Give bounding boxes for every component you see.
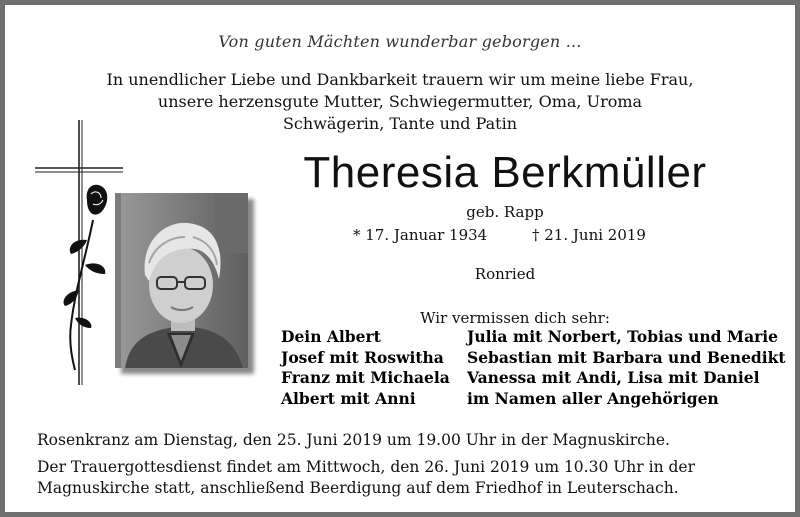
family-member: Vanessa mit Andi, Lisa mit Daniel [467,368,760,387]
portrait-photo [115,193,248,368]
family-member: im Namen aller Angehörigen [467,388,719,408]
intro-line: In unendlicher Liebe und Dankbarkeit trauern wir um meine liebe Frau, [106,70,694,89]
family-list-right [467,327,786,409]
maiden-name: geb. Rapp [466,203,544,221]
family-list-left [281,327,450,409]
death-date: † 21. Juni 2019 [532,226,646,244]
cross-with-rose-icon [35,120,125,385]
intro-text [65,69,735,135]
service-info [37,457,695,499]
motto: Von guten Mächten wunderbar geborgen ... [218,32,582,51]
intro-line: Schwägerin, Tante und Patin [282,114,518,133]
family-member: Franz mit Michaela [281,368,450,387]
birth-date: * 17. Januar 1934 [353,226,488,244]
family-member: Dein Albert [281,327,381,346]
place-of-residence: Ronried [474,265,536,283]
miss-line: Wir vermissen dich sehr: [420,309,610,327]
family-member: Josef mit Roswitha [281,347,444,367]
intro-line: unsere herzensgute Mutter, Schwiegermutter, Oma, Uroma [157,92,643,111]
service-line: Der Trauergottesdienst findet am Mittwoch, den 26. Juni 2019 um 10.30 Uhr in der [37,458,695,476]
service-line: Magnuskirche statt, anschließend Beerdigung auf dem Friedhof in Leuterschach. [37,479,679,497]
family-member: Albert mit Anni [281,388,416,408]
family-member: Sebastian mit Barbara und Benedikt [467,347,786,367]
rosary-info: Rosenkranz am Dienstag, den 25. Juni 2019 um 19.00 Uhr in der Magnuskirche. [37,431,670,449]
family-member: Julia mit Norbert, Tobias und Marie [467,327,779,346]
deceased-name: Theresia Berkmüller [303,148,707,197]
